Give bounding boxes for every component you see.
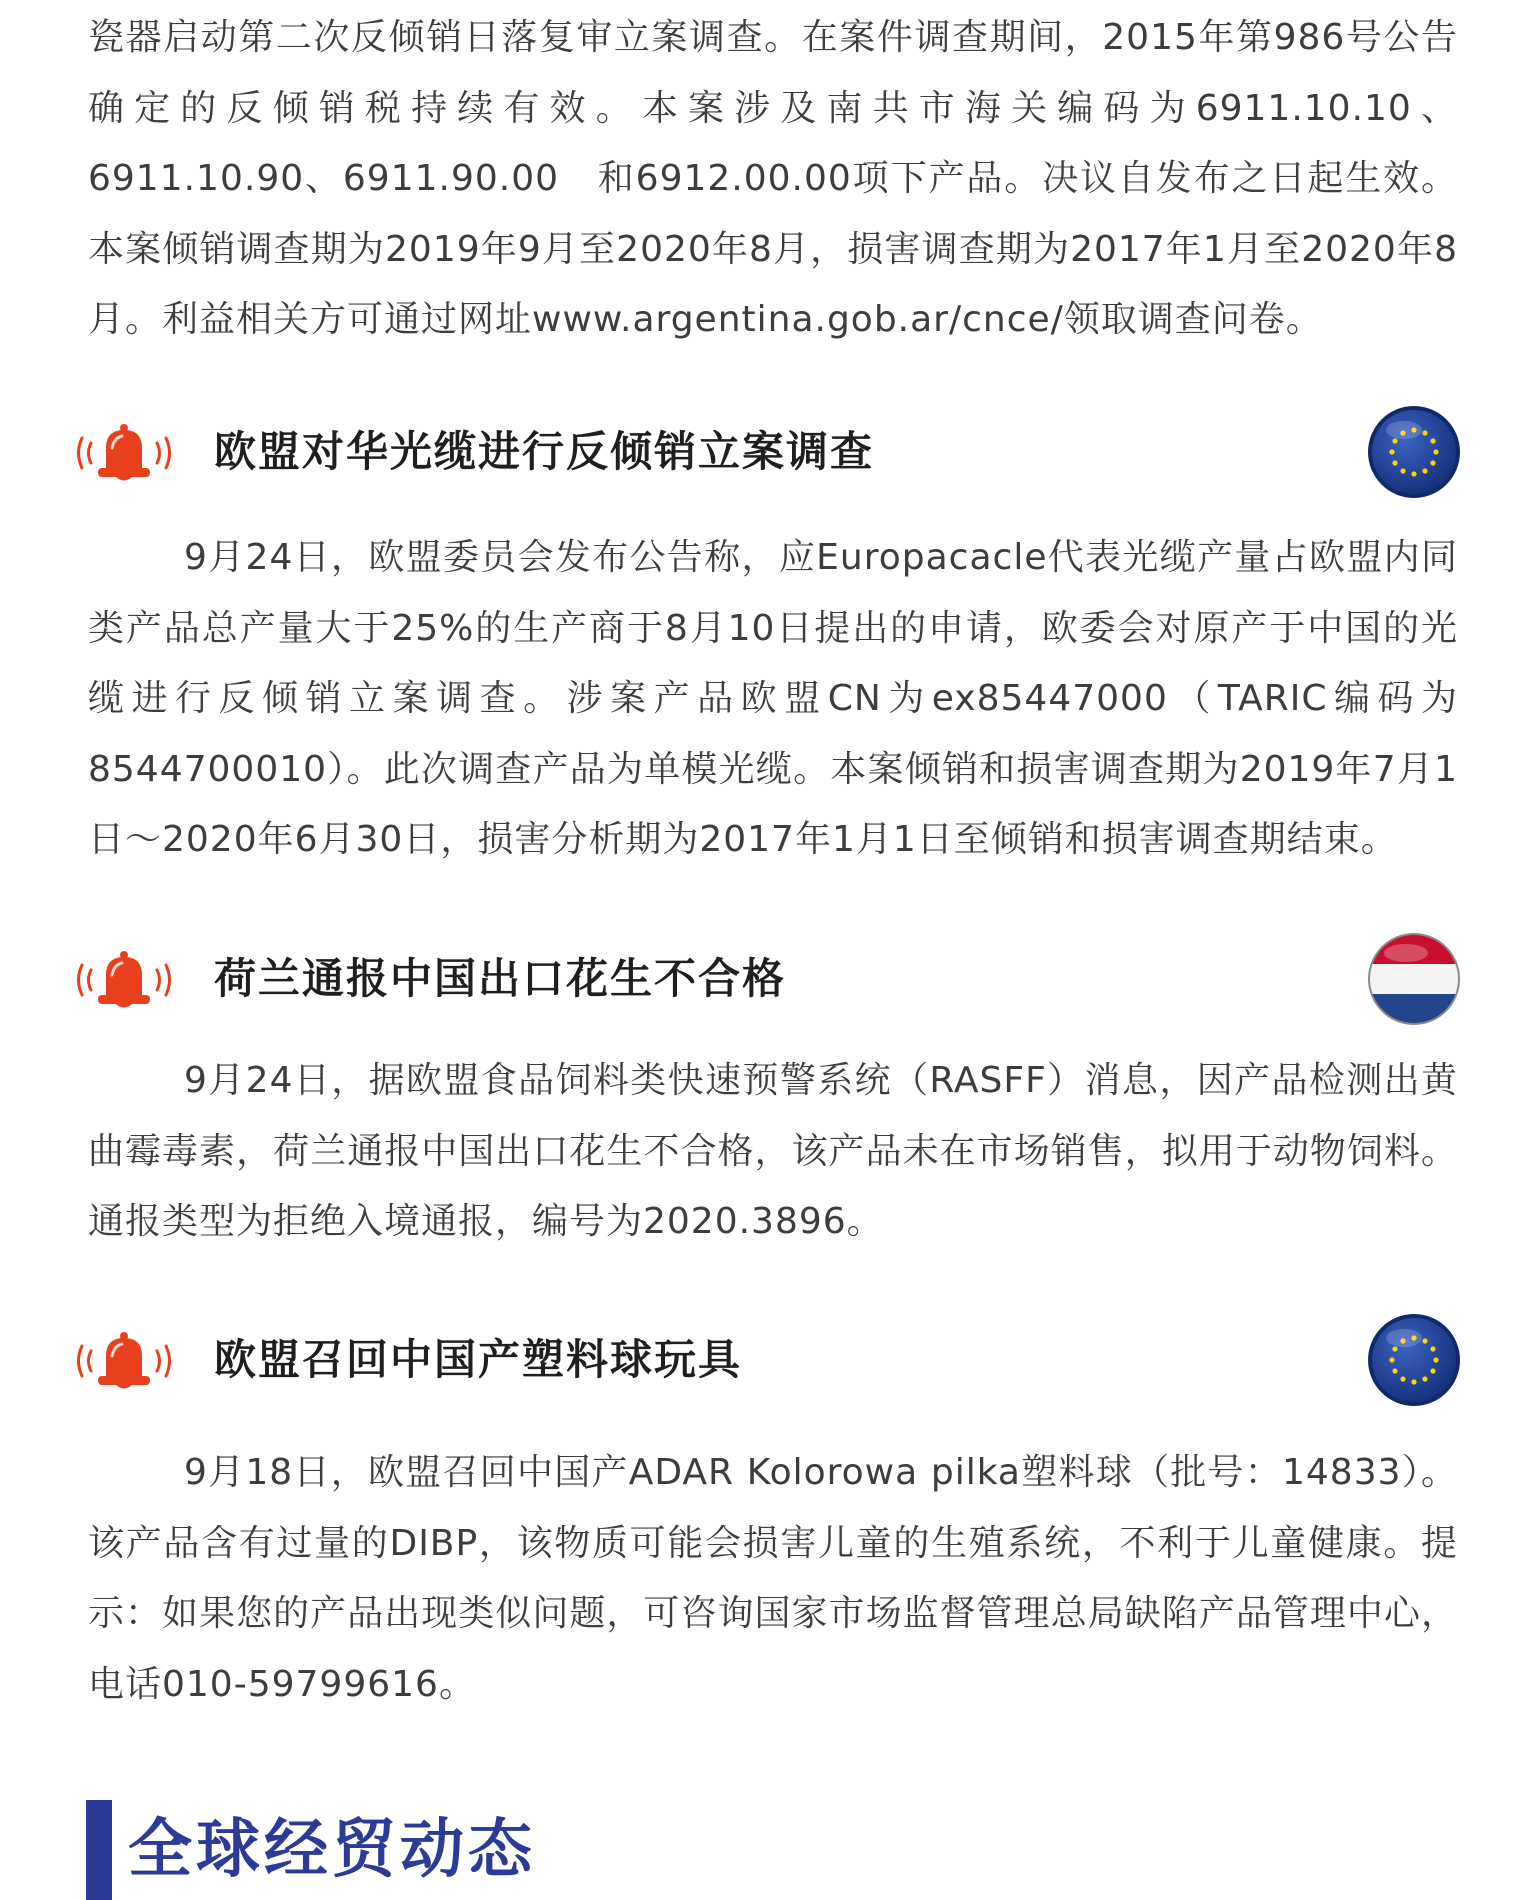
news-body: 9月24日，据欧盟食品饲料类快速预警系统（RASFF）消息，因产品检测出黄曲霉毒素，荷兰通报中国出口花生不合格，该产品未在市场销售，拟用于动物饲料。通报类型为拒绝入境通报，编号为2020.3896。	[88, 1060, 1458, 1242]
news-body: 9月18日，欧盟召回中国产ADAR Kolorowa pilka塑料球（批号：14833）。该产品含有过量的DIBP，该物质可能会损害儿童的生殖系统，不利于儿童健康。提示：如果您的产品出现类似问题，可咨询国家市场监督管理总局缺陷产品管理中心，电话010-59799616。	[88, 1452, 1458, 1705]
netherlands-flag-icon	[1366, 931, 1462, 1027]
eu-flag-icon	[1366, 1312, 1462, 1408]
news-title: 荷兰通报中国出口花生不合格	[214, 954, 787, 1003]
alarm-bell-icon	[72, 1328, 176, 1394]
section-accent-bar	[86, 1800, 112, 1900]
alarm-bell-icon	[72, 947, 176, 1013]
news-body: 9月24日，欧盟委员会发布公告称，应Europacacle代表光缆产量占欧盟内同类产品总产量大于25%的生产商于8月10日提出的申请，欧委会对原产于中国的光缆进行反倾销立案调查。涉案产品欧盟CN为ex85447000（TARIC编码为8544700010）。此次调查产品为单模光缆。本案倾销和损害调查期为2019年7月1日～2020年6月30日，损害分析期为2017年1月1日至倾销和损害调查期结束。	[88, 537, 1458, 860]
intro-paragraph: 瓷器启动第二次反倾销日落复审立案调查。在案件调查期间，2015年第986号公告确定的反倾销税持续有效。本案涉及南共市海关编码为6911.10.10、6911.10.90、6911.90.00 和6912.00.00项下产品。决议自发布之日起生效。本案倾销调查期为2019年9月至2020年8月，损害调查期为2017年1月至2020年8月。利益相关方可通过网址www.argentina.gob.ar/cnce/领取调查问卷。	[88, 17, 1458, 340]
alarm-bell-icon	[72, 420, 176, 486]
eu-flag-icon	[1366, 404, 1462, 500]
news-title: 欧盟对华光缆进行反倾销立案调查	[214, 427, 875, 476]
news-title: 欧盟召回中国产塑料球玩具	[214, 1335, 743, 1384]
section-title: 全球经贸动态	[128, 1813, 536, 1887]
news-header-netherlands-peanut	[72, 929, 1462, 1029]
news-header-eu-toy-recall	[72, 1310, 1462, 1410]
news-header-eu-cable	[72, 402, 1462, 502]
